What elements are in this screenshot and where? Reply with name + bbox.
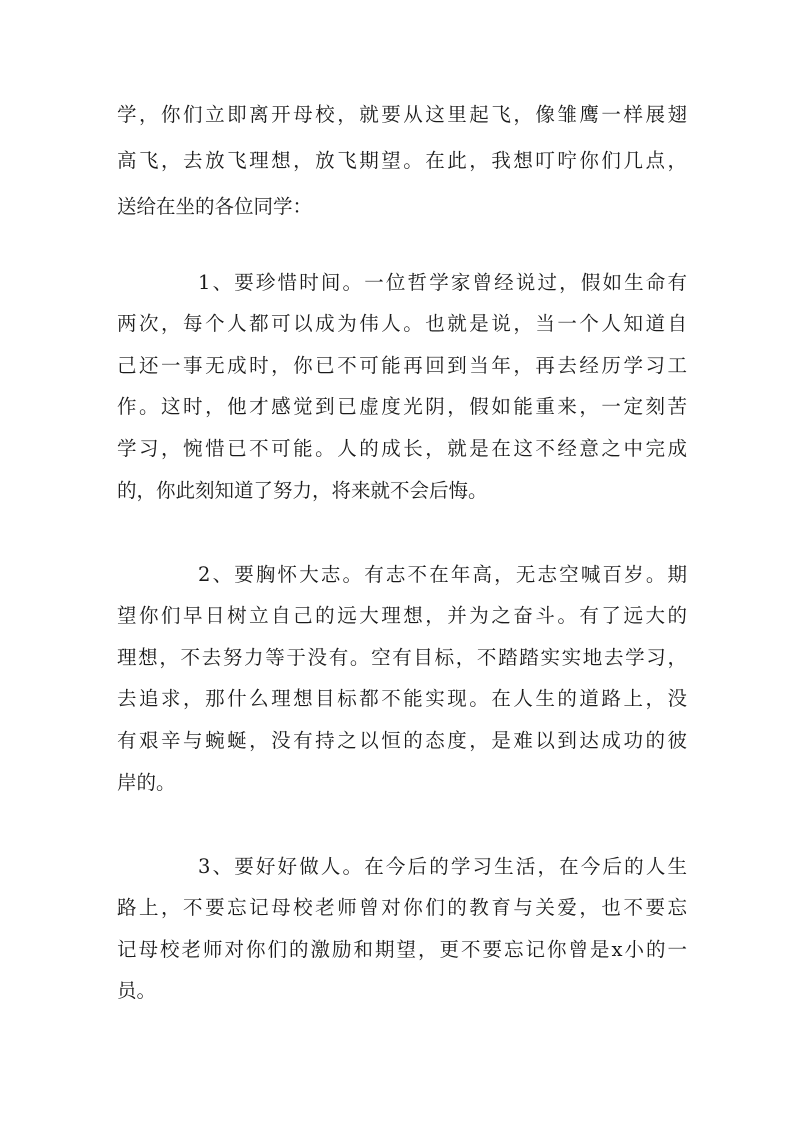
text-line: 记母校老师对你们的激励和期望，更不要忘记你曾是x小的一 — [117, 938, 687, 961]
text-line: 2、要胸怀大志。有志不在年高，无志空喊百岁。期 — [198, 563, 687, 586]
text-line: 的，你此刻知道了努力，将来就不会后悔。 — [117, 479, 488, 502]
text-line: 高飞，去放飞理想，放飞期望。在此，我想叮咛你们几点， — [117, 149, 687, 172]
text-line: 去追求，那什么理想目标都不能实现。在人生的道路上，没 — [117, 687, 687, 710]
text-line: 己还一事无成时，你已不可能再回到当年，再去经历学习工 — [117, 354, 687, 377]
text-line: 学习，惋惜已不可能。人的成长，就是在这不经意之中完成 — [117, 437, 687, 460]
text-line: 3、要好好做人。在今后的学习生活，在今后的人生 — [198, 855, 687, 878]
text-line: 作。这时，他才感觉到已虚度光阴，假如能重来，一定刻苦 — [117, 395, 687, 418]
text-line: 学，你们立即离开母校，就要从这里起飞，像雏鹰一样展翅 — [117, 103, 687, 126]
text-line: 两次，每个人都可以成为伟人。也就是说，当一个人知道自 — [117, 312, 687, 335]
text-line: 望你们早日树立自己的远大理想，并为之奋斗。有了远大的 — [117, 604, 687, 627]
text-line: 员。 — [117, 979, 157, 1002]
text-line: 送给在坐的各位同学： — [117, 195, 313, 218]
text-line: 岸的。 — [117, 771, 176, 794]
text-line: 路上，不要忘记母校老师曾对你们的教育与关爱，也不要忘 — [117, 896, 687, 919]
text-line: 有艰辛与蜿蜒，没有持之以恒的态度，是难以到达成功的彼 — [117, 729, 687, 752]
text-line: 理想，不去努力等于没有。空有目标，不踏踏实实地去学习， — [117, 646, 687, 669]
text-line: 1、要珍惜时间。一位哲学家曾经说过，假如生命有 — [198, 271, 687, 294]
